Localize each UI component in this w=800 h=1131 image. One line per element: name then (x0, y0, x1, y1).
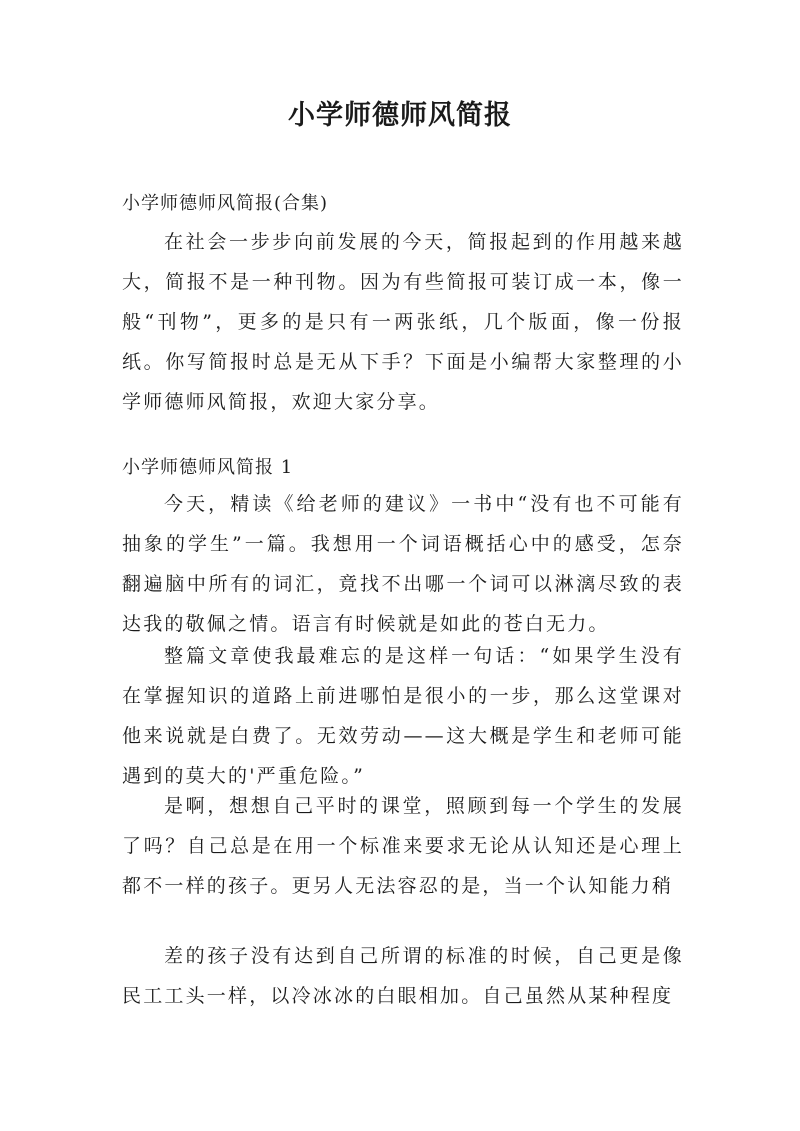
body-paragraph: 今天，精读《给老师的建议》一书中“没有也不可能有抽象的学生”一篇。我想用一个词语概括心中的感受，怎奈翻遍脑中所有的词汇，竟找不出哪一个词可以淋漓尽致的表达我的敬佩之情。语言有时候就是如此的苍白无力。 (122, 493, 684, 635)
intro-paragraph: 在社会一步步向前发展的今天，简报起到的作用越来越大，简报不是一种刊物。因为有些简报可装订成一本，像一般“刊物”，更多的是只有一两张纸，几个版面，像一份报纸。你写简报时总是无从下手？下面是小编帮大家整理的小学师德师风简报，欢迎大家分享。 (122, 231, 684, 413)
body-paragraph: 整篇文章使我最难忘的是这样一句话：“如果学生没有在掌握知识的道路上前进哪怕是很小的一步，那么这堂课对他来说就是白费了。无效劳动——这大概是学生和老师可能遇到的莫大的'严重危险。” (122, 645, 684, 787)
section-heading: 小学师德师风简报 1 (122, 457, 294, 478)
body-paragraph: 是啊，想想自己平时的课堂，照顾到每一个学生的发展了吗？自己总是在用一个标准来要求无论从认知还是心理上都不一样的孩子。更另人无法容忍的是，当一个认知能力稍 (122, 795, 684, 897)
collection-subtitle: 小学师德师风简报(合集) (122, 193, 329, 214)
body-paragraph: 差的孩子没有达到自己所谓的标准的时候，自己更是像民工工头一样，以冷冰冰的白眼相加。自己虽然从某种程度 (122, 945, 684, 1007)
document-title: 小学师德师风简报 (288, 100, 512, 131)
